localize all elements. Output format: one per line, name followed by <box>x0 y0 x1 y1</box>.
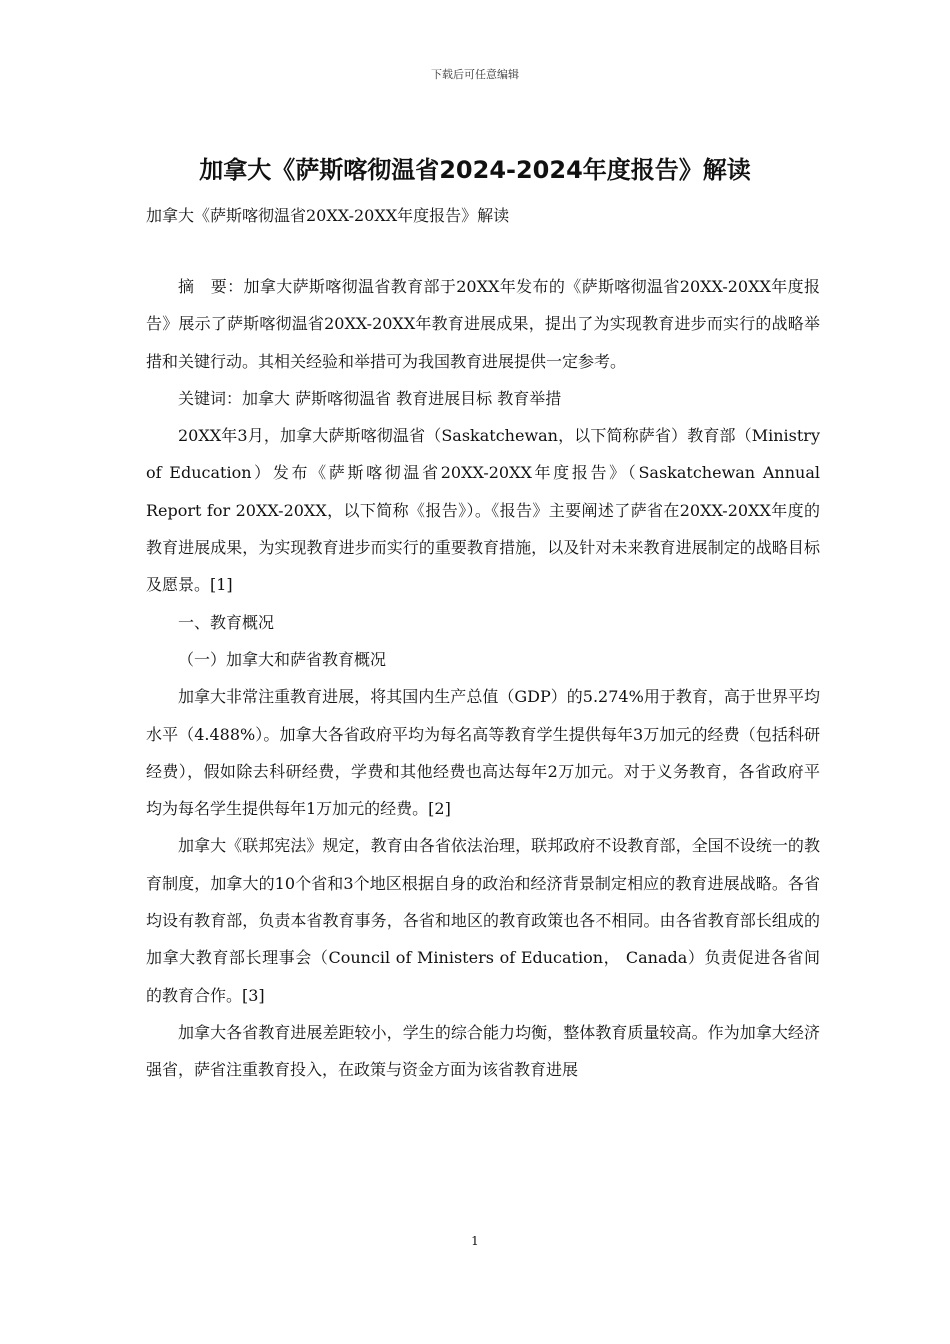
body-paragraph: 加拿大非常注重教育进展，将其国内生产总值（GDP）的5.274%用于教育，高于世界平均水平（4.488%）。加拿大各省政府平均为每名高等教育学生提供每年3万加元的经费（包括科研经费），假如除去科研经费，学费和其他经费也高达每年2万加元。对于义务教育，各省政府平均为每名学生提供每年1万加元的经费。[2] <box>146 687 820 819</box>
subsection-heading: （一）加拿大和萨省教育概况 <box>178 649 387 669</box>
page-header-note: 下载后可任意编辑 <box>431 68 519 81</box>
body-paragraph: 加拿大各省教育进展差距较小，学生的综合能力均衡，整体教育质量较高。作为加拿大经济强省，萨省注重教育投入，在政策与资金方面为该省教育进展 <box>146 1022 820 1080</box>
section-heading: 一、教育概况 <box>178 612 275 632</box>
intro-paragraph: 20XX年3月，加拿大萨斯喀彻温省（Saskatchewan，以下简称萨省）教育部（Ministry of Education）发布《萨斯喀彻温省20XX-20XX年度报告》（Saskatchewan Annual Report for 20XX-20XX，以下简称《报告》）。《报告》主要阐述了萨省在20XX-20XX年度的教育进展成果，为实现教育进步而实行的重要教育措施，以及针对未来教育进展制定的战略目标及愿景。[1] <box>146 426 820 595</box>
body-paragraph: 加拿大《联邦宪法》规定，教育由各省依法治理，联邦政府不设教育部，全国不设统一的教育制度，加拿大的10个省和3个地区根据自身的政治和经济背景制定相应的教育进展战略。各省均设有教育部，负责本省教育事务，各省和地区的教育政策也各不相同。由各省教育部长组成的加拿大教育部长理事会（Council of Ministers of Education， Canada）负责促进各省间的教育合作。[3] <box>146 836 820 1005</box>
abstract-paragraph: 摘 要：加拿大萨斯喀彻温省教育部于20XX年发布的《萨斯喀彻温省20XX-20XX年度报告》展示了萨斯喀彻温省20XX-20XX年教育进展成果，提出了为实现教育进步而实行的战略举措和关键行动。其相关经验和举措可为我国教育进展提供一定参考。 <box>146 277 820 371</box>
document-subtitle: 加拿大《萨斯喀彻温省20XX-20XX年度报告》解读 <box>146 206 510 225</box>
page-number: 1 <box>471 1234 479 1248</box>
document-title: 加拿大《萨斯喀彻温省2024-2024年度报告》解读 <box>199 156 751 184</box>
document-body <box>146 268 820 1089</box>
keywords-paragraph: 关键词：加拿大 萨斯喀彻温省 教育进展目标 教育举措 <box>178 388 562 408</box>
